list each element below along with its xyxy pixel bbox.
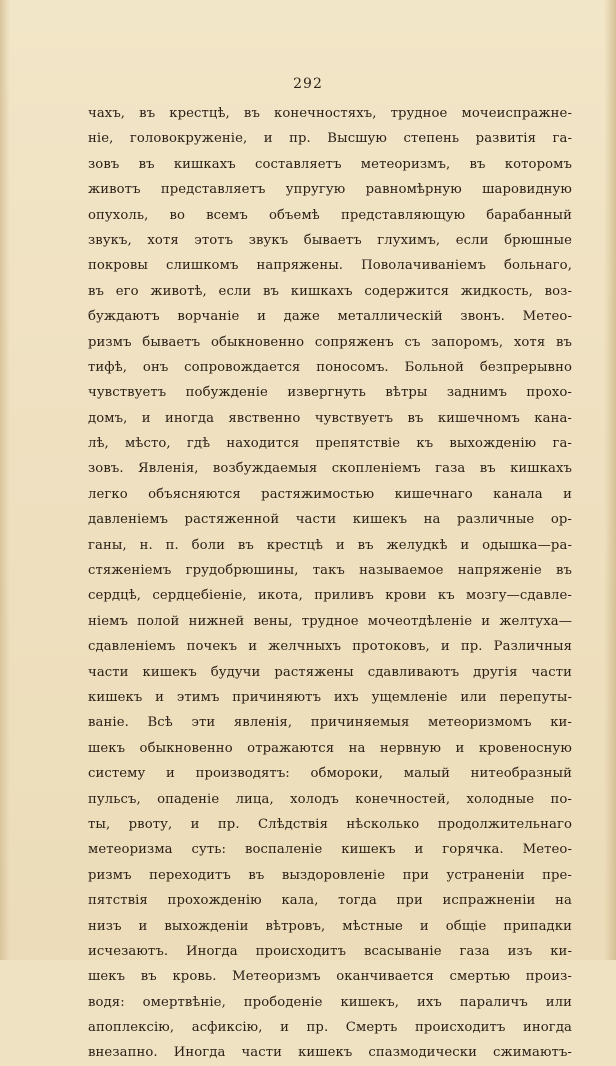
text-line: чахъ, въ крестцѣ, въ конечностяхъ, трудное мочеиспражне- [88,106,572,121]
text-line: зовъ въ кишкахъ составляетъ метеоризмъ, въ которомъ [88,156,572,172]
text-line: внезапно. Иногда части кишекъ спазмодически сжимаютъ- [88,1045,572,1061]
text-line: лѣ, мѣсто, гдѣ находится препятствіе къ выхожденію га- [88,436,572,452]
text-line: ніе, головокруженіе, и пр. Высшую степень развитія га- [88,131,572,147]
text-line: звукъ, хотя этотъ звукъ бываетъ глухимъ, если брюшные [88,232,572,248]
text-line: шекъ обыкновенно отражаются на нервную и кровеносную [88,740,572,756]
page-number: 292 [293,76,323,92]
text-line: тифѣ, онъ сопровождается поносомъ. Больной безпрерывно [88,359,572,375]
text-line: зовъ. Явленія, возбуждаемыя скопленіемъ газа въ кишкахъ [88,461,572,477]
text-line: исчезаютъ. Иногда происходитъ всасываніе газа изъ ки- [88,943,572,959]
text-line: ризмъ переходитъ въ выздоровленіе при устраненіи пре- [88,867,572,883]
page-edge-right [604,0,616,960]
text-line: давленіемъ растяженной части кишекъ на различные ор- [88,512,572,528]
text-line: опухоль, во всемъ объемѣ представляющую барабанный [88,207,572,223]
text-line: животъ представляетъ упругую равномѣрную шаровидную [88,182,572,198]
page-edge-left [0,0,10,960]
text-line: буждаютъ ворчаніе и даже металлическій звонъ. Метео- [88,309,572,325]
text-line: части кишекъ будучи растяжены сдавливаютъ другія части [88,664,572,680]
text-line: ты, рвоту, и пр. Слѣдствія нѣсколько продолжительнаго [88,816,572,832]
text-line: ваніе. Всѣ эти явленія, причиняемыя метеоризмомъ ки- [88,715,572,731]
text-line: сдавленіемъ почекъ и желчныхъ протоковъ, и пр. Различныя [88,639,572,655]
text-line: систему и производятъ: обмороки, малый нитеобразный [88,766,572,782]
text-line: апоплексію, асфиксію, и пр. Смерть происходитъ иногда [88,1020,572,1036]
text-line: пульсъ, опаденіе лица, холодъ конечностей, холодные по- [88,791,572,807]
body-text [88,101,572,1066]
text-line: ризмъ бываетъ обыкновенно сопряженъ съ запоромъ, хотя въ [88,334,572,350]
text-line: водя: омертвѣніе, прободеніе кишекъ, ихъ параличъ или [88,994,572,1010]
text-line: покровы слишкомъ напряжены. Поволачиваніемъ больнаго, [88,258,572,274]
text-line: кишекъ и этимъ причиняютъ ихъ ущемленіе или перепуты- [88,689,572,705]
text-line: домъ, и иногда явственно чувствуетъ въ кишечномъ кана- [88,410,572,426]
text-line: въ его животѣ, если въ кишкахъ содержится жидкость, воз- [88,283,572,299]
text-line: сердцѣ, сердцебіеніе, икота, приливъ крови къ мозгу—сдавле- [88,588,572,604]
text-line: шекъ въ кровь. Метеоризмъ оканчивается смертью произ- [88,969,572,985]
text-line: ніемъ полой нижней вены, трудное мочеотдѣленіе и желтуха— [88,613,572,629]
text-line: пятствія прохожденію кала, тогда при испражненіи на [88,893,572,909]
text-line: низъ и выхожденіи вѣтровъ, мѣстные и общіе припадки [88,918,572,934]
text-line: легко объясняются растяжимостью кишечнаго канала и [88,486,572,502]
text-line: ганы, н. п. боли въ крестцѣ и въ желудкѣ и одышка—ра- [88,537,572,553]
text-line: стяженіемъ грудобрюшины, такъ называемое напряженіе въ [88,563,572,579]
text-line: метеоризма суть: воспаленіе кишекъ и горячка. Метео- [88,842,572,858]
text-line: чувствуетъ побужденіе извергнуть вѣтры заднимъ прохо- [88,385,572,401]
